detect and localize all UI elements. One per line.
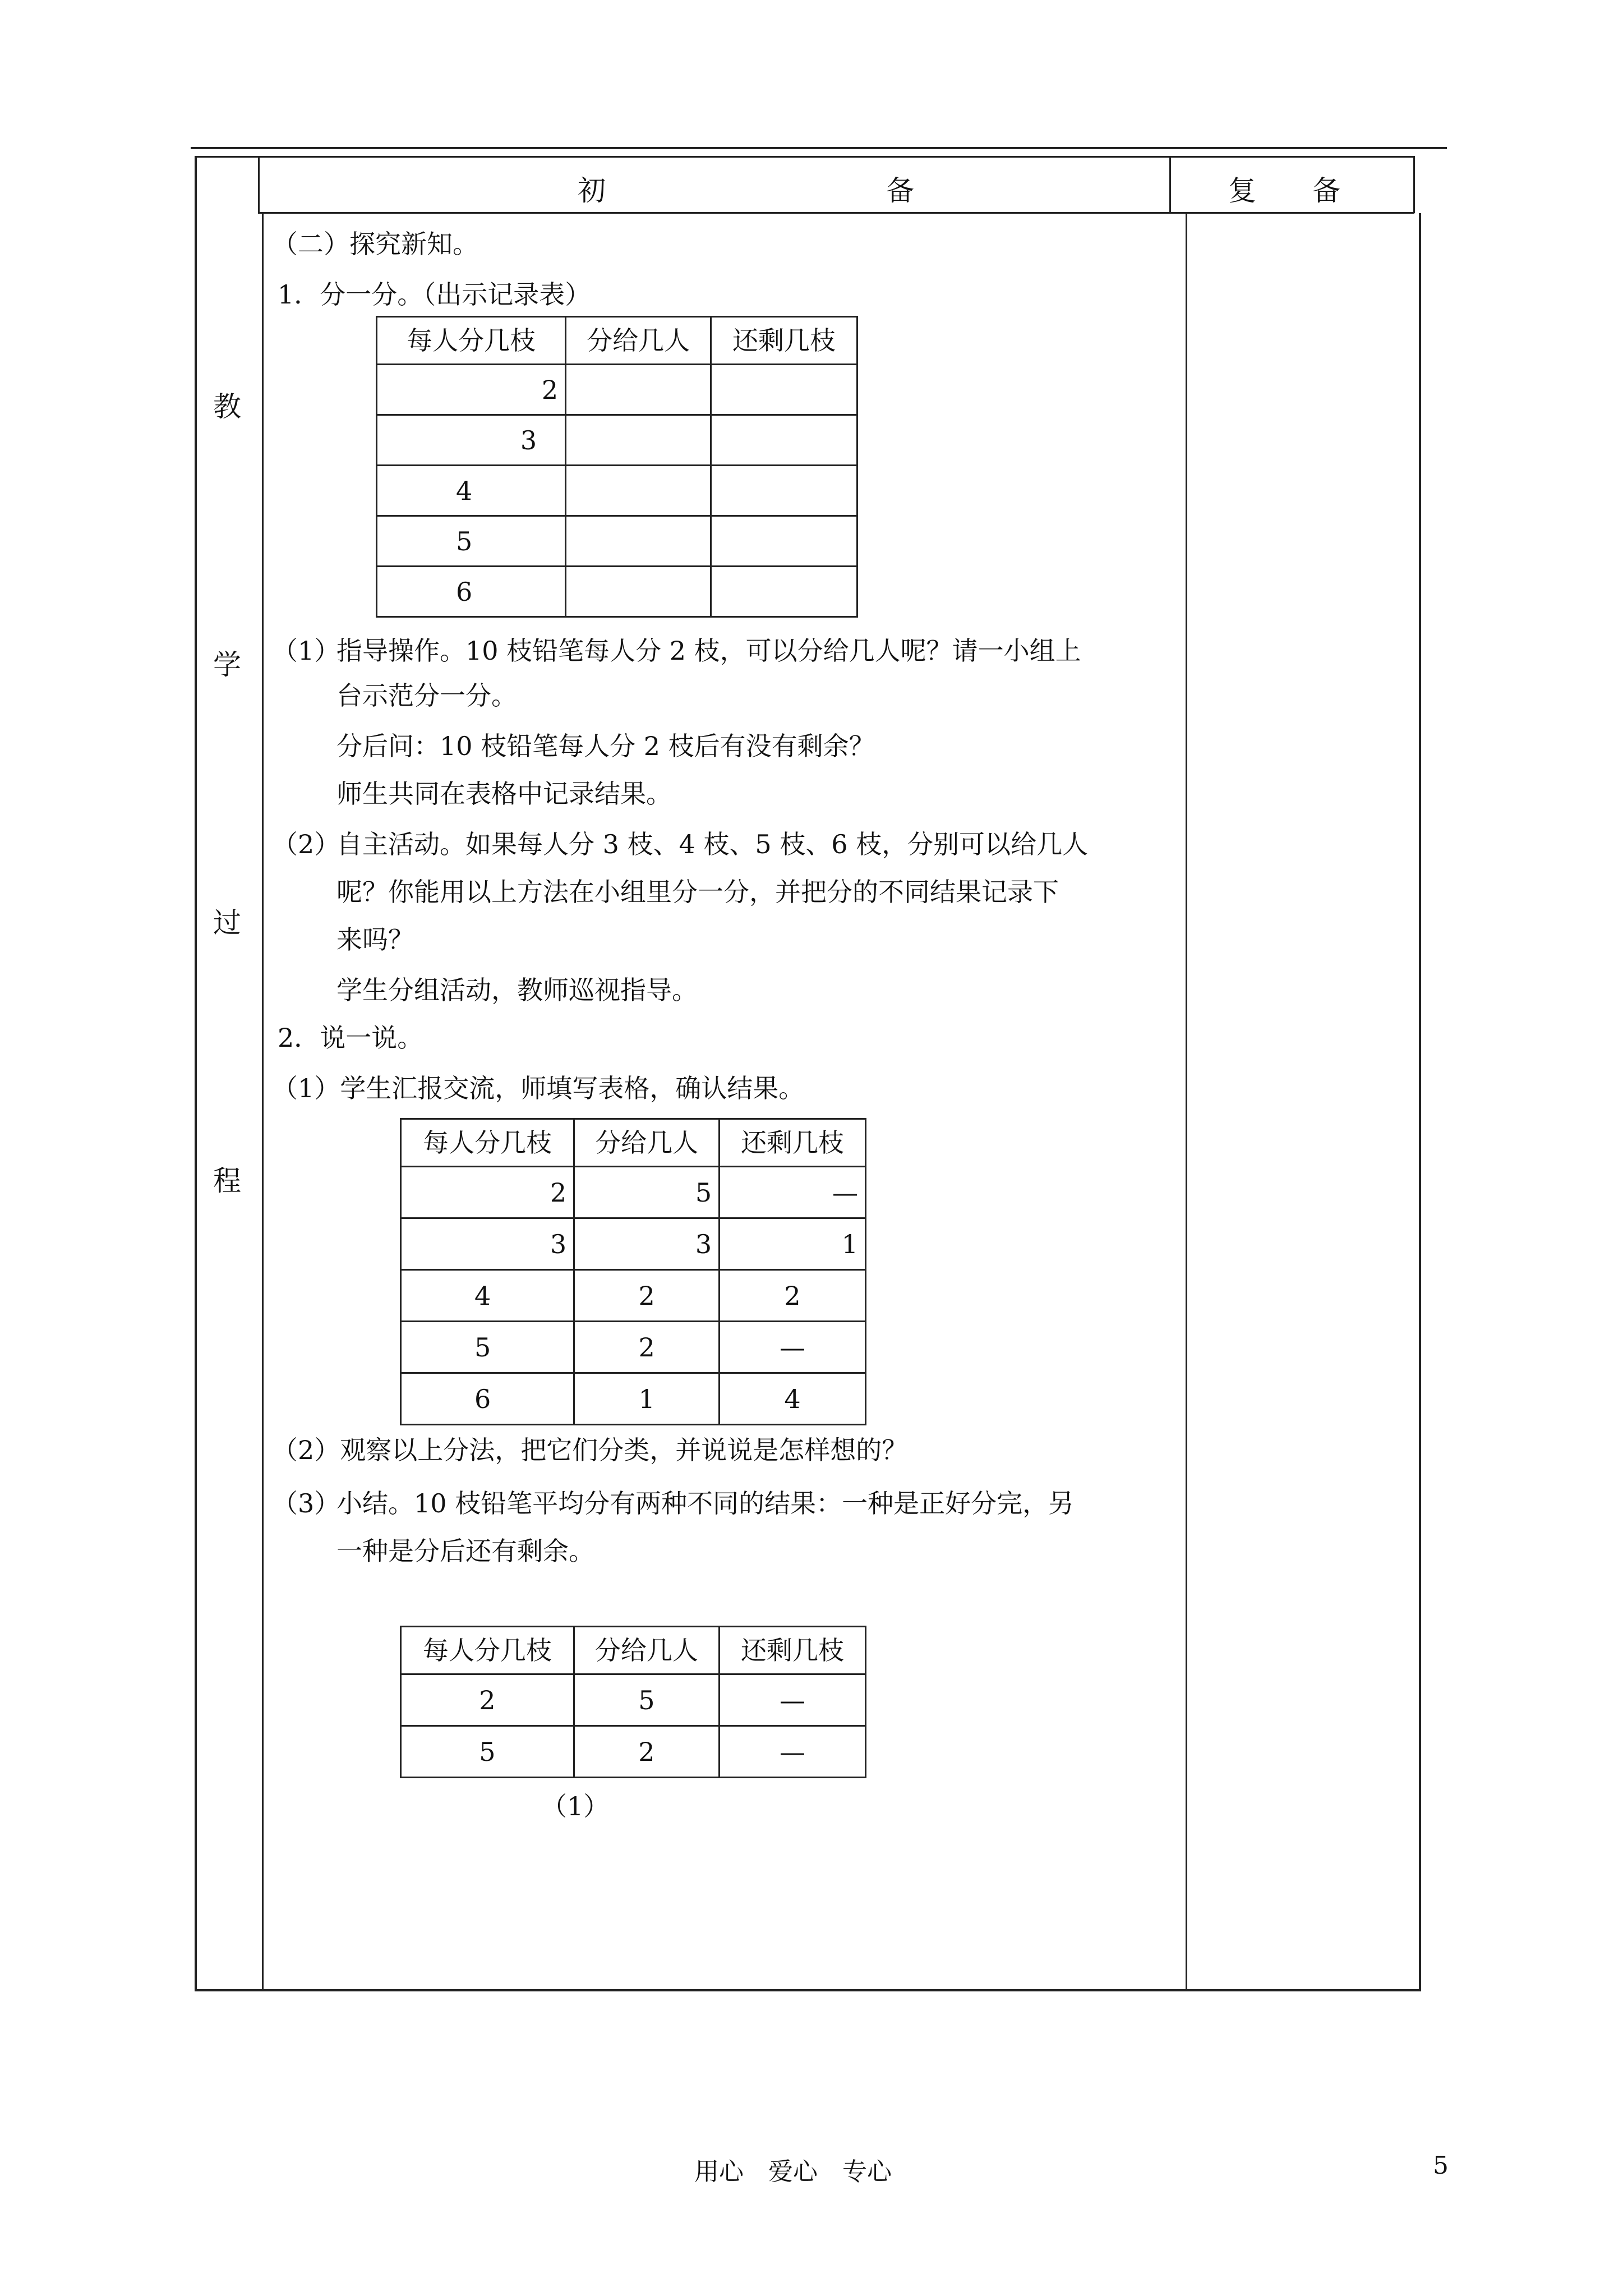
table-header: 分给几人 [574,1119,720,1167]
step2-point2: （2）观察以上分法，把它们分类，并说说是怎样想的？ [272,1435,908,1465]
table-cell: 2 [574,1270,720,1322]
table-header: 还剩几枝 [711,317,857,365]
table-row [401,1218,866,1270]
header-divider-left [258,156,260,213]
table-header: 还剩几枝 [719,1627,865,1674]
frame-left [195,156,197,1991]
table-row [377,516,857,567]
table-cell: 1 [574,1373,720,1425]
step2-point3-label: （3） [272,1488,340,1519]
table-cell: 2 [574,1726,719,1778]
body-divider-left [262,213,264,1990]
side-label-char-4: 程 [213,1165,241,1197]
body-divider-mid [1186,213,1187,1990]
side-label-char-2: 学 [213,648,241,681]
step2-heading: 2．说一说。 [278,1023,423,1053]
section-title: （二）探究新知。 [272,229,478,259]
record-table-filled [400,1118,866,1425]
step2-point3-line1: 小结。10 枝铅笔平均分有两种不同的结果：一种是正好分完，另 [336,1488,1075,1519]
table-row [401,1373,866,1425]
table-cell: 5 [401,1726,574,1778]
table-cell [566,567,711,617]
table-cell: 4 [720,1373,866,1425]
header-bottom-line [258,212,1414,214]
table-row [401,1167,866,1218]
table-cell: 5 [574,1674,719,1726]
page-top-rule [191,147,1447,149]
table-header: 还剩几枝 [720,1119,866,1167]
header-top-line [195,156,1414,158]
table-cell [566,466,711,516]
para1-label: （1） [272,636,340,666]
para1-line4: 师生共同在表格中记录结果。 [336,779,672,809]
table-cell [566,516,711,567]
table-row [377,466,857,516]
table-header: 每人分几枝 [401,1627,574,1674]
para2-line4: 学生分组活动，教师巡视指导。 [336,975,698,1005]
footer-motto: 用心 爱心 专心 [694,2157,892,2186]
table-header: 分给几人 [566,317,711,365]
table-cell: 1 [720,1218,866,1270]
step2-point1: （1）学生汇报交流，师填写表格，确认结果。 [272,1073,805,1103]
table-header: 每人分几枝 [401,1119,574,1167]
side-label-char-1: 教 [213,390,241,423]
table-cell [711,365,857,415]
para1-line3: 分后问：10 枝铅笔每人分 2 枝后有没有剩余？ [336,731,875,761]
table-cell: 3 [401,1218,574,1270]
table-cell [711,567,857,617]
step1-heading: 1．分一分。（出示记录表） [278,279,591,310]
para2-label: （2） [272,829,340,859]
table-cell: — [720,1322,866,1373]
record-table-exact [400,1626,866,1778]
table-row [377,567,857,617]
table-cell: 4 [401,1270,574,1322]
record-table-empty [376,316,858,618]
para2-line2: 呢？你能用以上方法在小组里分一分，并把分的不同结果记录下 [336,877,1059,907]
para1-line2: 台示范分一分。 [336,680,517,711]
table-cell: 3 [574,1218,720,1270]
table-cell [566,415,711,466]
table-cell [711,516,857,567]
table-cell: 2 [377,365,566,415]
table-cell: 4 [377,466,566,516]
table-cell: 6 [401,1373,574,1425]
table-cell: — [719,1674,865,1726]
table-header: 分给几人 [574,1627,719,1674]
table-cell: 6 [377,567,566,617]
table-cell [711,415,857,466]
table-cell [566,365,711,415]
table-row [401,1270,866,1322]
frame-right [1419,213,1421,1991]
table-cell: 5 [377,516,566,567]
table3-caption: （1） [541,1791,610,1821]
header-divider-mid [1169,156,1171,213]
frame-bottom [195,1989,1421,1991]
page-number: 5 [1433,2151,1449,2180]
table-cell: — [719,1726,865,1778]
header-right-edge [1413,156,1415,213]
table-cell: 3 [377,415,566,466]
table-row [377,365,857,415]
para2-line1: 自主活动。如果每人分 3 枝、4 枝、5 枝、6 枝，分别可以给几人 [336,829,1089,859]
table-row [401,1674,866,1726]
table-header: 每人分几枝 [377,317,566,365]
header-review-prep: 复 备 [1228,174,1340,207]
table-cell: 2 [401,1674,574,1726]
table-cell: — [720,1167,866,1218]
table-row [377,415,857,466]
table-cell [711,466,857,516]
table-cell: 5 [401,1322,574,1373]
para2-line3: 来吗？ [336,924,414,955]
header-initial-prep: 初 备 [578,174,914,207]
side-label-char-3: 过 [213,907,241,939]
table-cell: 2 [574,1322,720,1373]
step2-point3-line2: 一种是分后还有剩余。 [336,1536,594,1566]
table-row [401,1322,866,1373]
table-cell: 2 [720,1270,866,1322]
table-cell: 5 [574,1167,720,1218]
table-row [401,1726,866,1778]
table-cell: 2 [401,1167,574,1218]
para1-line1: 指导操作。10 枝铅笔每人分 2 枝，可以分给几人呢？请一小组上 [336,636,1081,666]
